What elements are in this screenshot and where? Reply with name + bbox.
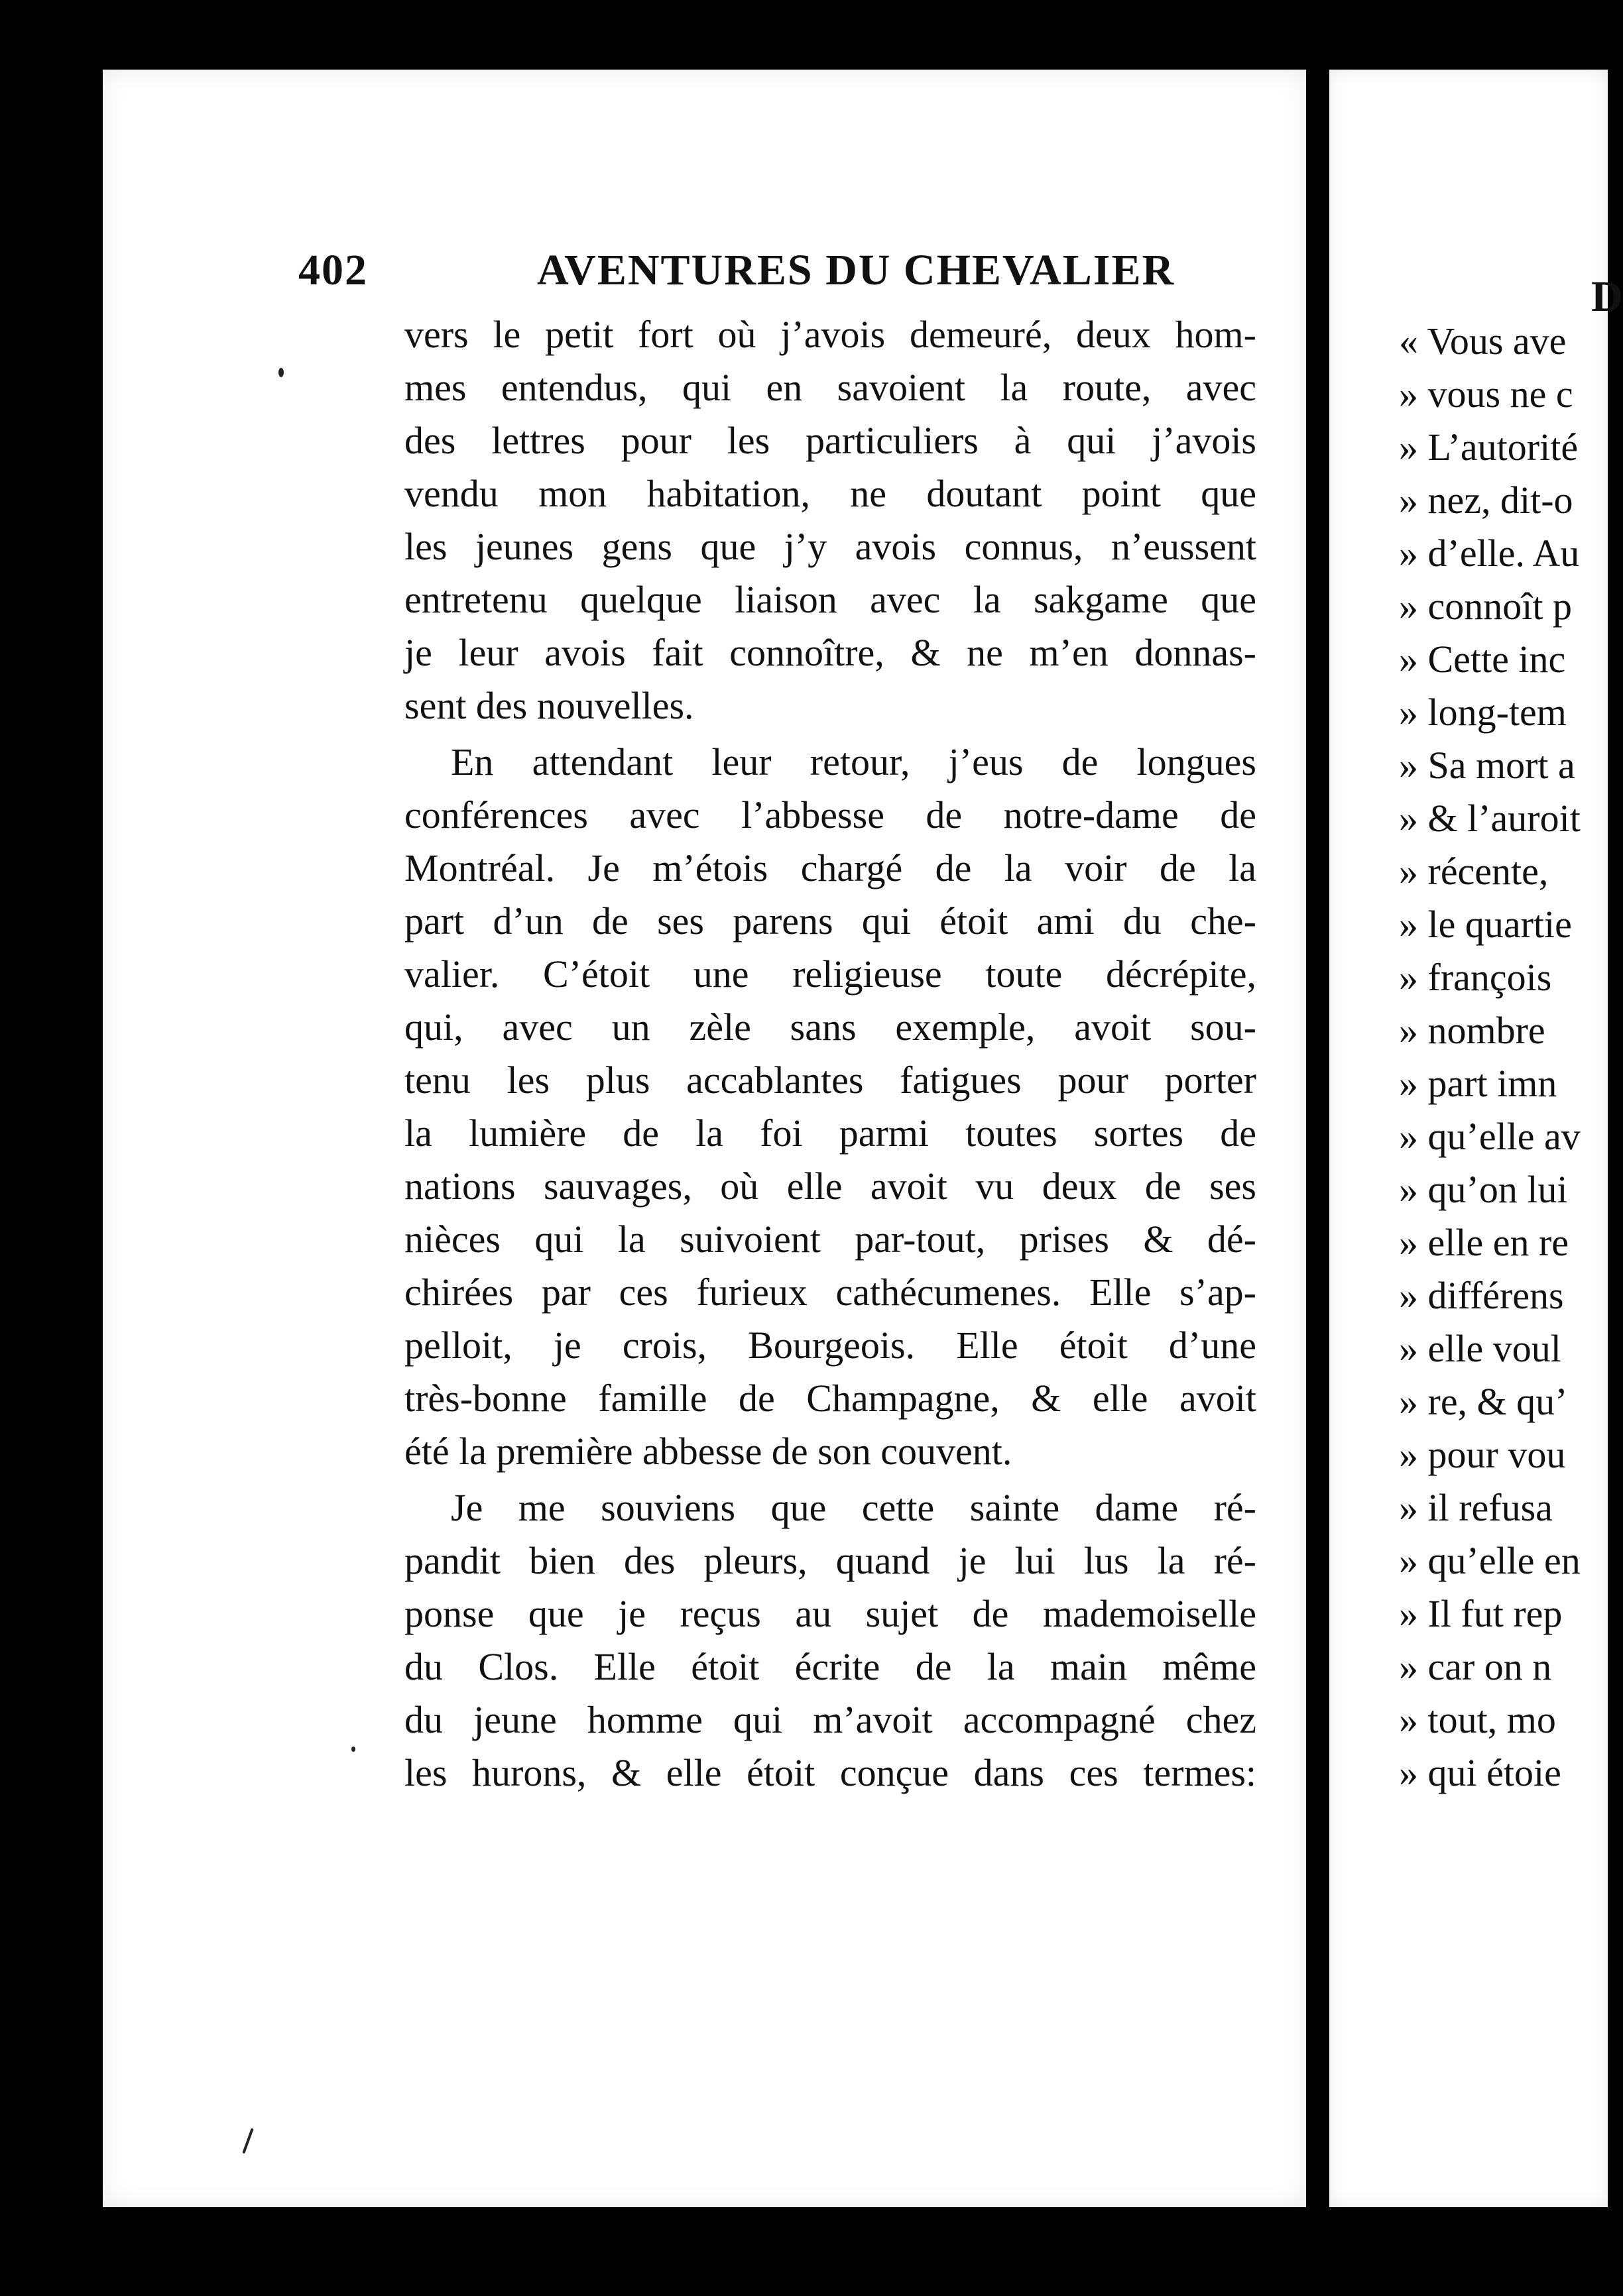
text-line: les hurons, & elle étoit conçue dans ces termes: [404, 1751, 1256, 1794]
text-line: » Cette inc [1399, 638, 1566, 681]
text-line: qui, avec un zèle sans exemple, avoit sou- [404, 1005, 1256, 1049]
text-line: » nez, dit-o [1399, 479, 1573, 522]
text-line: la lumière de la foi parmi toutes sortes de [404, 1112, 1256, 1155]
text-line: les jeunes gens que j’y avois connus, n’eussent [404, 525, 1256, 568]
text-line: » qu’elle av [1399, 1115, 1581, 1158]
text-line: Montréal. Je m’étois chargé de la voir de la [404, 846, 1256, 890]
text-line: mes entendus, qui en savoient la route, avec [404, 366, 1256, 409]
text-line: » tout, mo [1399, 1698, 1556, 1741]
text-line: » elle voul [1399, 1327, 1561, 1370]
text-line: vers le petit fort où j’avois demeuré, deux hom- [404, 313, 1256, 356]
text-line: du Clos. Elle étoit écrite de la main même [404, 1645, 1256, 1688]
text-line: » le quartie [1399, 903, 1572, 946]
text-line: conférences avec l’abbesse de notre-dame de [404, 793, 1256, 836]
page-number: 402 [298, 246, 368, 294]
text-line: » connoît p [1399, 585, 1572, 628]
text-line: En attendant leur retour, j’eus de longues [451, 740, 1256, 783]
text-line: » nombre [1399, 1009, 1545, 1052]
text-line: » pour vou [1399, 1433, 1566, 1476]
text-line: » L’autorité [1399, 426, 1579, 469]
text-line: » récente, [1399, 850, 1549, 893]
text-line: nièces qui la suivoient par-tout, prises & dé- [404, 1218, 1256, 1261]
text-line: très-bonne famille de Champagne, & elle avoit [404, 1377, 1256, 1420]
text-line: » qu’elle en [1399, 1539, 1581, 1582]
right-running-head: D [1591, 272, 1623, 321]
text-line: chirées par ces furieux cathécumenes. Elle s’ap- [404, 1271, 1256, 1314]
text-line: je leur avois fait connoître, & ne m’en donnas- [404, 631, 1256, 674]
text-line: été la première abbesse de son couvent. [404, 1430, 1012, 1473]
text-line: » re, & qu’ [1399, 1380, 1568, 1423]
text-line: tenu les plus accablantes fatigues pour porter [404, 1059, 1256, 1102]
text-line: entretenu quelque liaison avec la sakgame que [404, 578, 1256, 621]
text-line: » qui étoie [1399, 1751, 1561, 1794]
text-line: pandit bien des pleurs, quand je lui lus la ré- [404, 1539, 1256, 1582]
text-line: » car on n [1399, 1645, 1552, 1688]
text-line: » elle en re [1399, 1221, 1569, 1264]
text-line: Je me souviens que cette sainte dame ré- [451, 1486, 1256, 1529]
text-line: vendu mon habitation, ne doutant point que [404, 472, 1256, 515]
running-header [298, 245, 1260, 305]
gutter-shadow [1306, 70, 1329, 2207]
ink-speck [278, 368, 284, 377]
text-line: « Vous ave [1399, 319, 1567, 363]
text-line: » d’elle. Au [1399, 532, 1580, 575]
text-line: » françois [1399, 956, 1552, 999]
text-line: nations sauvages, où elle avoit vu deux de ses [404, 1165, 1256, 1208]
text-line: » part imn [1399, 1062, 1557, 1105]
text-line: » il refusa [1399, 1486, 1553, 1529]
text-line: » vous ne c [1399, 373, 1573, 416]
text-line: » & l’auroit [1399, 797, 1581, 840]
text-line: ponse que je reçus au sujet de mademoiselle [404, 1592, 1256, 1635]
text-line: » long-tem [1399, 691, 1567, 734]
text-line: » Il fut rep [1399, 1592, 1563, 1635]
text-line: sent des nouvelles. [404, 684, 694, 727]
text-line: du jeune homme qui m’avoit accompagné chez [404, 1698, 1256, 1741]
text-line: valier. C’étoit une religieuse toute décrépite, [404, 952, 1256, 996]
text-line: » qu’on lui [1399, 1168, 1568, 1211]
text-line: des lettres pour les particuliers à qui j’avois [404, 419, 1256, 462]
running-head-title: AVENTURES DU CHEVALIER [537, 246, 1175, 294]
text-line: pelloit, je crois, Bourgeois. Elle étoit d’une [404, 1324, 1256, 1367]
ink-speck [351, 1747, 355, 1752]
text-line: » Sa mort a [1399, 744, 1575, 787]
text-line: » différens [1399, 1274, 1564, 1317]
text-line: part d’un de ses parens qui étoit ami du che- [404, 899, 1256, 943]
